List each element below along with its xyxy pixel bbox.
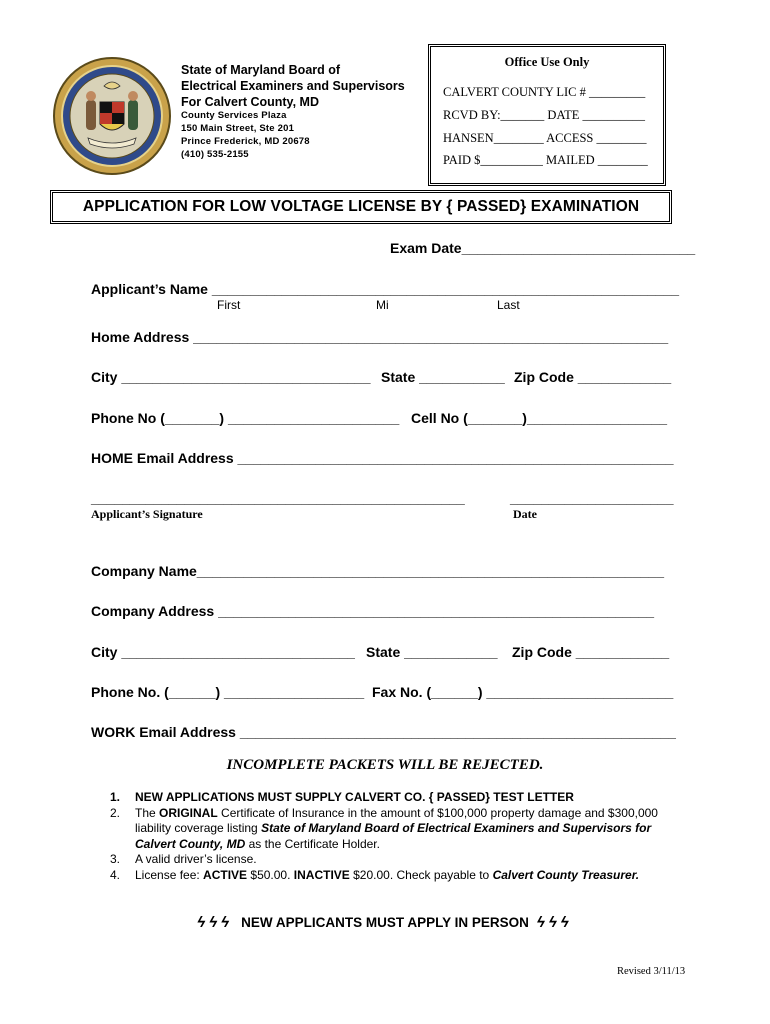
board-address [181, 109, 310, 161]
req-number: 2. [110, 805, 121, 820]
phone-field[interactable]: Phone No (_______) ______________________ [91, 410, 400, 426]
zip-code-field[interactable]: Zip Code ____________ [514, 369, 672, 385]
requirement-item [104, 790, 684, 806]
company-address-field[interactable]: Company Address ________________________________________________________ [91, 603, 655, 619]
name-last-label: Last [497, 298, 520, 312]
incomplete-notice: INCOMPLETE PACKETS WILL BE REJECTED. [226, 757, 544, 773]
date-label: Date [513, 507, 537, 521]
board-line-1: State of Maryland Board of [181, 63, 341, 77]
office-lic-field[interactable]: CALVERT COUNTY LIC # _________ [443, 85, 646, 99]
requirement-item [104, 806, 684, 853]
state-field[interactable]: State ___________ [381, 369, 505, 385]
applicant-name-field[interactable]: Applicant’s Name ____________________________________________________________ [91, 281, 680, 297]
name-first-label: First [217, 298, 241, 312]
office-use-title: Office Use Only [504, 55, 590, 69]
office-hansen-field[interactable]: HANSEN________ ACCESS ________ [443, 131, 647, 145]
signature-label: Applicant’s Signature [91, 507, 203, 521]
company-state-field[interactable]: State ____________ [366, 644, 498, 660]
req-2-text-c: Certificate of Insurance in the amount of $100,000 property damage and $300,000 liability coverage listing [135, 805, 658, 835]
req-4-active: ACTIVE [203, 867, 248, 882]
requirement-item [104, 852, 684, 868]
req-4-text-c: $50.00. [247, 867, 294, 882]
cell-field[interactable]: Cell No (_______)__________________ [411, 410, 668, 426]
signature-line[interactable]: ________________________________________________ [91, 490, 465, 506]
req-2-text-e: as the Certificate Holder. [245, 836, 380, 851]
office-use-box [428, 44, 666, 186]
revision-date: Revised 3/11/13 [617, 966, 686, 977]
maryland-state-seal-icon [52, 56, 172, 176]
name-mi-label: Mi [376, 298, 389, 312]
req-4-text-a: License fee: [135, 867, 204, 882]
req-3-text: A valid driver’s license. [135, 852, 257, 866]
req-2-text-a: The [135, 805, 160, 820]
req-1-text: NEW APPLICATIONS MUST SUPPLY CALVERT CO. { PASSED} TEST LETTER [135, 790, 574, 804]
form-title-box [50, 190, 672, 224]
company-zip-field[interactable]: Zip Code ____________ [512, 644, 670, 660]
office-rcvd-field[interactable]: RCVD BY:_______ DATE __________ [443, 108, 645, 122]
req-2-holder: State of Maryland Board of Electrical Examiners and Supervisors for Calvert County, MD [135, 821, 652, 851]
board-line-3: For Calvert County, MD [181, 95, 319, 109]
requirement-item [104, 868, 684, 884]
req-2-original: ORIGINAL [159, 805, 218, 820]
address-line-1: County Services Plaza [181, 110, 287, 121]
req-number: 1. [110, 790, 121, 804]
req-4-inactive: INACTIVE [293, 867, 350, 882]
lightning-bolt-icon: ϟϟϟ [536, 914, 573, 931]
board-name [181, 62, 405, 110]
req-number: 4. [110, 867, 121, 882]
address-line-3: Prince Frederick, MD 20678 [181, 136, 310, 147]
company-name-field[interactable]: Company Name____________________________________________________________ [91, 563, 664, 579]
work-email-field[interactable]: WORK Email Address ________________________________________________________ [91, 724, 676, 740]
req-4-payee: Calvert County Treasurer. [492, 867, 640, 882]
form-title: APPLICATION FOR LOW VOLTAGE LICENSE BY { PASSED} EXAMINATION [82, 198, 640, 215]
company-fax-field[interactable]: Fax No. (______) ________________________ [372, 684, 674, 700]
address-line-2: 150 Main Street, Ste 201 [181, 123, 295, 134]
company-city-field[interactable]: City ______________________________ [91, 644, 355, 660]
in-person-notice [0, 914, 770, 931]
lightning-bolt-icon: ϟϟϟ [197, 914, 234, 931]
req-4-text-e: $20.00. Check payable to [349, 867, 493, 882]
home-address-field[interactable]: Home Address _____________________________________________________________ [91, 329, 669, 345]
home-email-field[interactable]: HOME Email Address ________________________________________________________ [91, 450, 674, 466]
city-field[interactable]: City ________________________________ [91, 369, 371, 385]
date-line[interactable]: _____________________ [510, 490, 674, 506]
office-paid-field[interactable]: PAID $__________ MAILED ________ [443, 153, 648, 167]
in-person-text: NEW APPLICANTS MUST APPLY IN PERSON [241, 915, 529, 930]
exam-date-field[interactable]: Exam Date______________________________ [390, 240, 696, 256]
address-line-4: (410) 535-2155 [181, 149, 249, 160]
requirements-list [104, 790, 684, 883]
board-line-2: Electrical Examiners and Supervisors [181, 79, 405, 93]
req-number: 3. [110, 852, 121, 866]
company-phone-field[interactable]: Phone No. (______) __________________ [91, 684, 365, 700]
